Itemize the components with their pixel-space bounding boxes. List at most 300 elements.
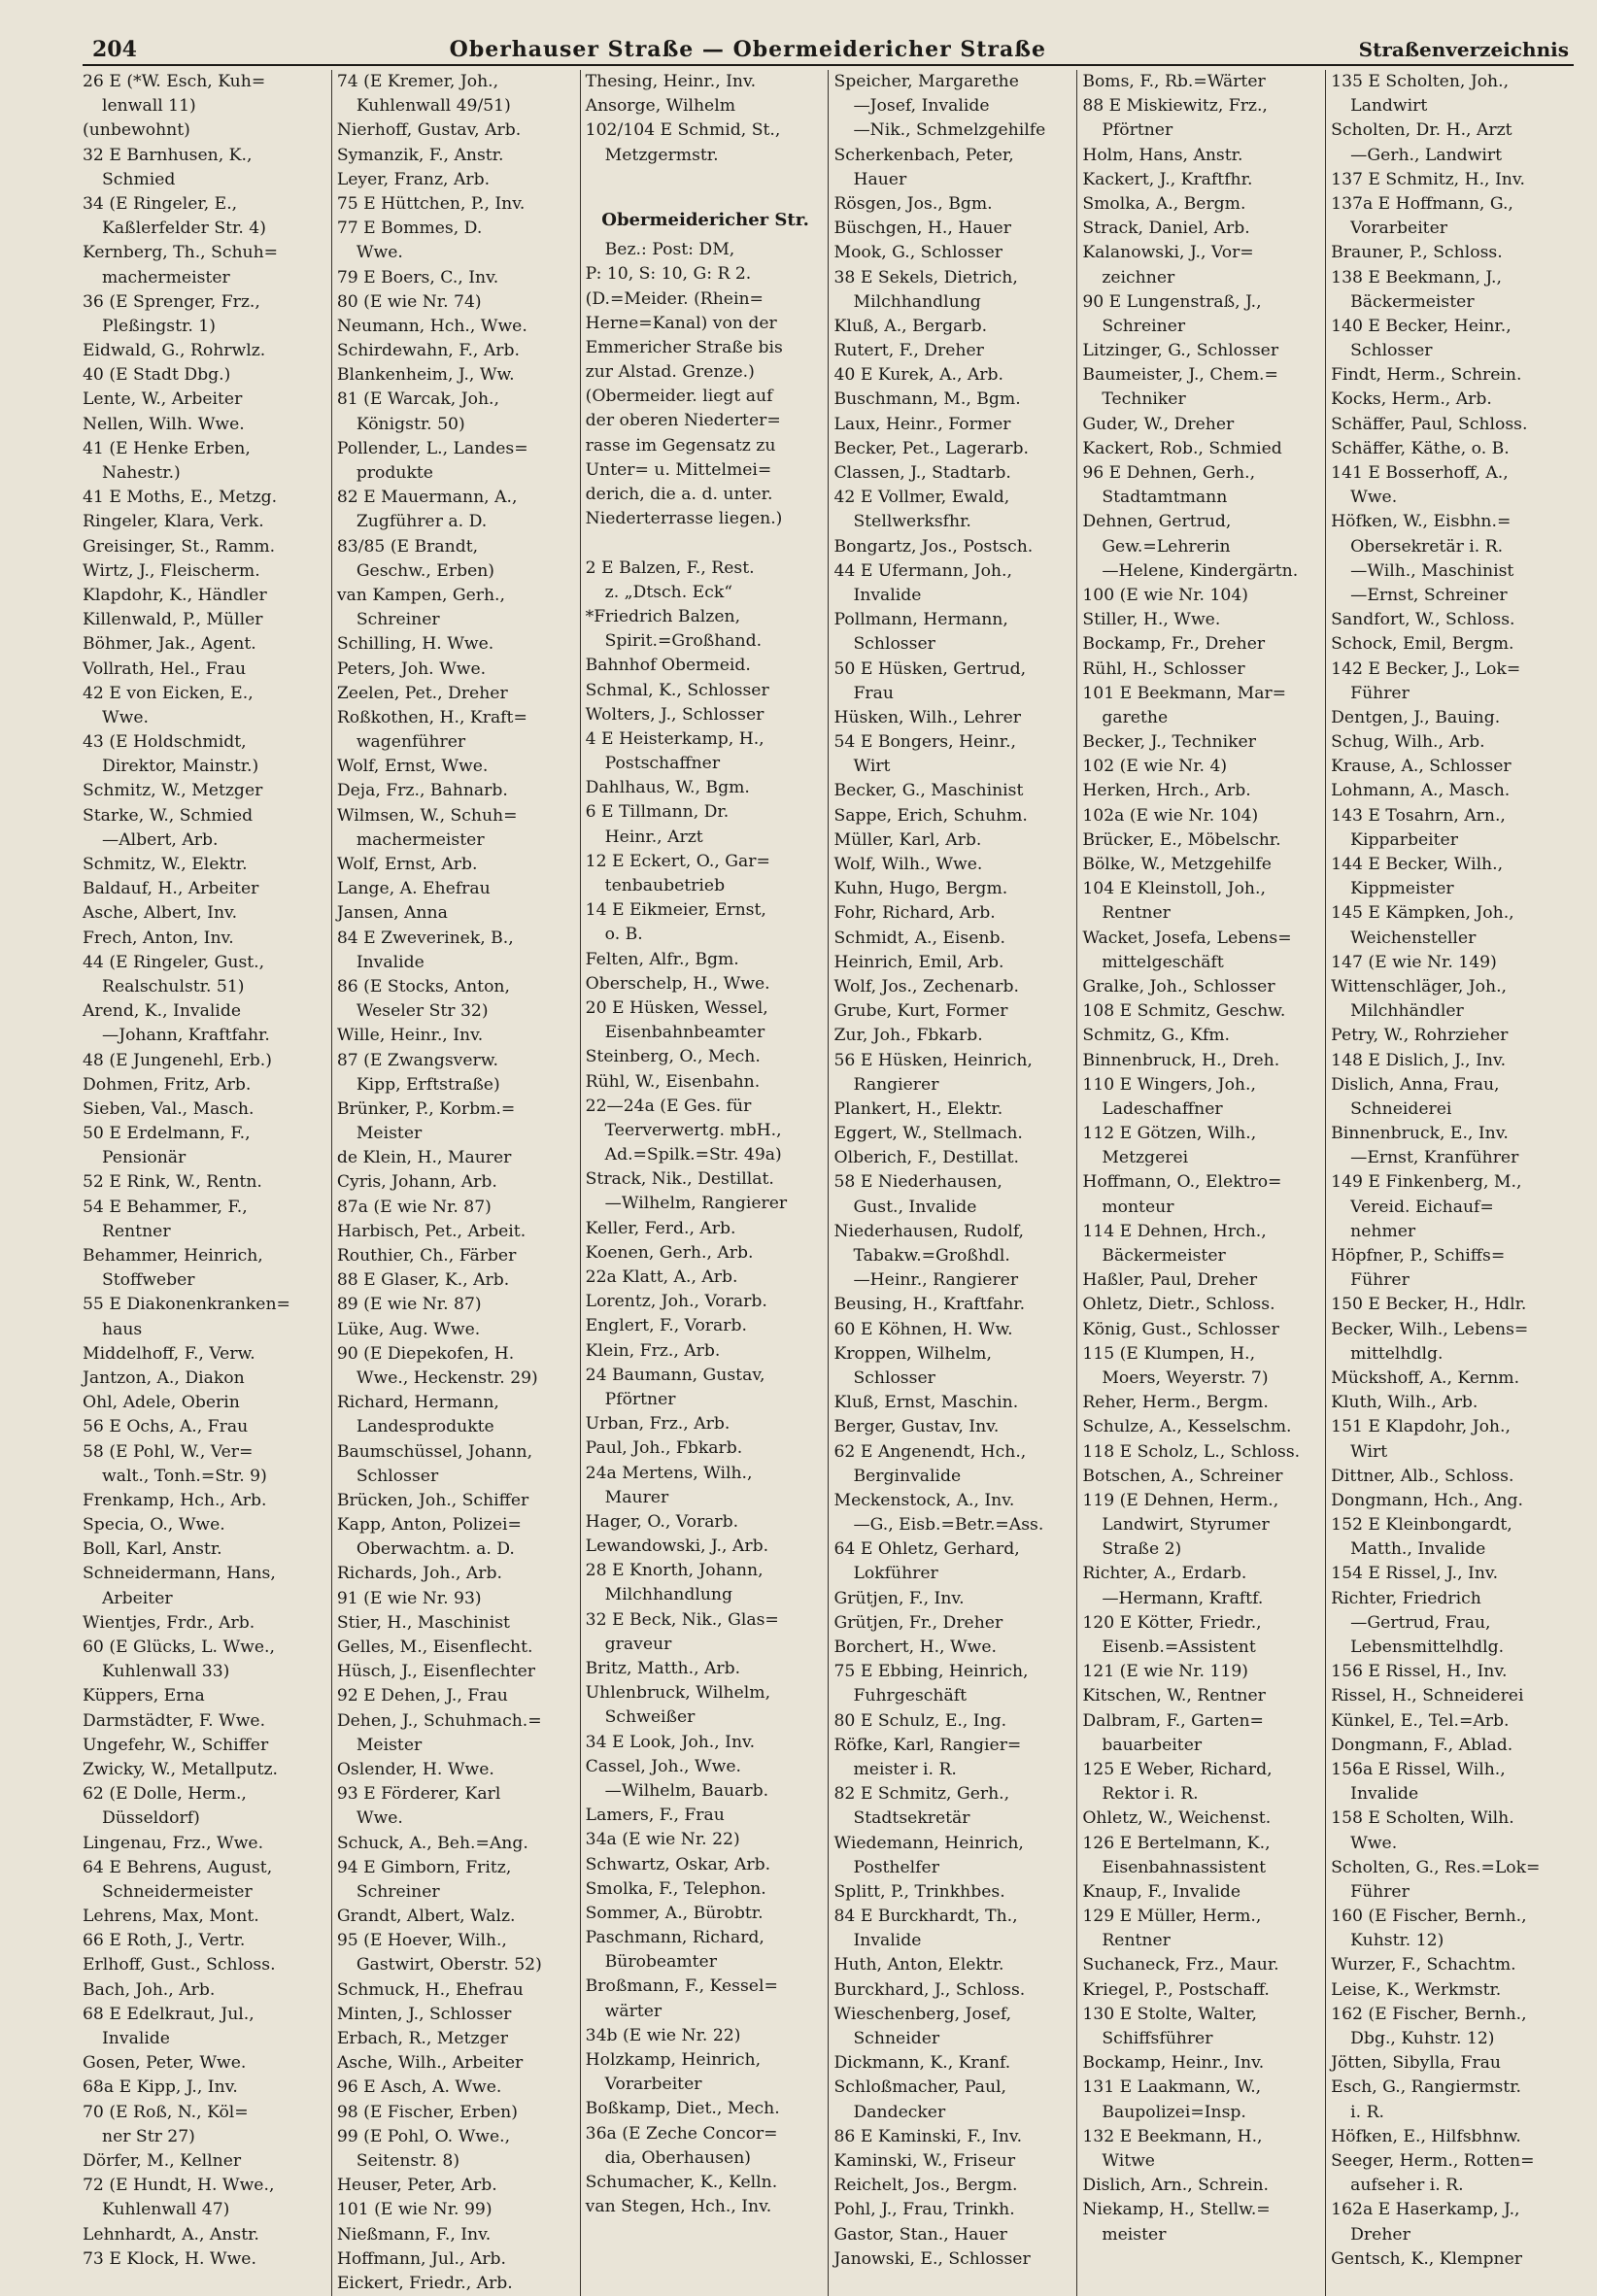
entry-line: 74 (E Kremer, Joh., [336,72,499,91]
entry-continuation: Lebensmittelhdlg. [1350,1638,1505,1657]
entry-continuation: Bäckermeister [1350,291,1475,312]
entry-line: Litzinger, G., Schlosser [1082,341,1279,361]
entry-line: Knaup, F., Invalide [1082,1881,1241,1902]
entry-line: 108 E Schmitz, Geschw. [1082,1001,1286,1022]
entry-continuation: Kipparbeiter [1350,829,1458,850]
entry-line: Wilmsen, W., Schuh= [336,805,518,826]
entry-continuation: Techniker [1102,389,1186,410]
entry-line: Ringeler, Klara, Verk. [83,512,264,532]
entry-line: Seeger, Herm., Rotten= [1331,2150,1535,2171]
entry-line: 6 E Tillmann, Dr. [585,802,730,823]
entry-line: 70 (E Roß, N., Köl= [83,2102,249,2122]
entry-line: 42 E von Eicken, E., [83,683,254,703]
entry-continuation: Eisenbahnbeamter [604,1023,765,1043]
entry-line: Steinberg, O., Mech. [585,1047,761,1067]
entry-line: 62 E Angenendt, Hch., [833,1441,1027,1462]
entry-line: Lehnhardt, A., Anstr. [83,2224,259,2245]
entry-continuation: Schlosser [356,1466,439,1486]
entry-line: Herne=Kanal) von der [585,313,777,333]
entry-line: Schäffer, Käthe, o. B. [1331,438,1510,458]
entry-continuation: Wwe. [356,1808,403,1829]
entry-continuation: Witwe [1102,2150,1155,2171]
entry-line: Suchaneck, Frz., Maur. [1082,1955,1279,1975]
entry-line: 102/104 E Schmid, St., [585,120,781,141]
entry-continuation: Moers, Weyerstr. 7) [1102,1367,1269,1388]
entry-line: Bockamp, Heinr., Inv. [1082,2053,1265,2074]
entry-line: Ungefehr, W., Schiffer [83,1735,269,1755]
entry-line: Zwicky, W., Metallputz. [83,1759,279,1779]
entry-line: 95 (E Hoever, Wilh., [336,1931,507,1951]
entry-line: 119 (E Dehnen, Herm., [1082,1490,1279,1510]
entry-line: Kapp, Anton, Polizei= [336,1515,522,1536]
entry-line: Oslender, H. Wwe. [336,1759,494,1779]
entry-line: Schmidt, A., Eisenb. [833,928,1005,948]
entry-line: 55 E Diakonenkranken= [83,1295,290,1315]
entry-line: Lorentz, Joh., Vorarb. [585,1292,767,1312]
entry-line: 50 E Hüsken, Gertrud, [833,658,1027,679]
entry-line: Dislich, Arn., Schrein. [1082,2176,1270,2196]
entry-line: Wiedemann, Heinrich, [833,1833,1024,1853]
entry-line: 101 (E wie Nr. 99) [336,2200,493,2220]
entry-line: Haßler, Paul, Dreher [1082,1270,1258,1291]
entry-line: 68a E Kipp, J., Inv. [83,2077,238,2098]
entry-line: Brücker, E., Möbelschr. [1082,829,1281,850]
entry-continuation: ner Str 27) [102,2126,195,2146]
entry-continuation: Heinr., Arzt [604,827,703,847]
entry-continuation: i. R. [1350,2102,1384,2122]
entry-line: 118 E Scholz, L., Schloss. [1082,1441,1301,1462]
entry-line: 121 (E wie Nr. 119) [1082,1662,1248,1682]
column-3 [580,70,829,2296]
entry-line: 100 (E wie Nr. 104) [1082,585,1248,605]
entry-line: Kocks, Herm., Arb. [1331,389,1492,410]
entry-line: 138 E Beekmann, J., [1331,267,1502,287]
entry-continuation: Lokführer [853,1564,938,1584]
entry-line: 40 E Kurek, A., Arb. [833,365,1003,386]
entry-line: Strack, Nik., Destillat. [585,1169,774,1190]
column-6 [1325,70,1574,2296]
entry-line: 42 E Vollmer, Ewald, [833,488,1010,508]
entry-line: Krause, A., Schlosser [1331,757,1512,777]
entry-line: 20 E Hüsken, Wessel, [585,997,768,1018]
entry-continuation: Matth., Invalide [1350,1539,1486,1560]
entry-line: Brauner, P., Schloss. [1331,243,1503,263]
entry-line: 22—24a (E Ges. für [585,1096,752,1116]
entry-line: Scherkenbach, Peter, [833,145,1014,165]
entry-line: Lohmann, A., Masch. [1331,781,1511,801]
entry-line: Frenkamp, Hch., Arb. [83,1490,267,1510]
entry-line: Emmericher Straße bis [585,337,783,357]
entry-continuation: Düsseldorf) [102,1808,200,1829]
entry-line: 137 E Schmitz, H., Inv. [1331,169,1525,189]
entry-continuation: Führer [1350,1270,1410,1291]
entry-line: Niederterrasse liegen.) [585,509,783,529]
entry-line: Splitt, P., Trinkhbes. [833,1881,1005,1902]
entry-line: Eickert, Friedr., Arb. [336,2273,513,2293]
entry-line: zur Alstad. Grenze.) [585,362,755,383]
entry-continuation: Hauer [853,169,907,189]
entry-line: Frech, Anton, Inv. [83,928,234,948]
entry-line: Bockamp, Fr., Dreher [1082,634,1266,655]
entry-line: Dittner, Alb., Schloss. [1331,1466,1514,1486]
entry-line: 145 E Kämpken, Joh., [1331,903,1514,924]
entry-continuation: zeichner [1102,267,1175,287]
entry-continuation: Pförtner [1102,120,1173,141]
entry-line: Schloßmacher, Paul, [833,2077,1007,2098]
entry-line: Binnenbruck, E., Inv. [1331,1124,1509,1144]
entry-line: 126 E Bertelmann, K., [1082,1833,1271,1853]
entry-line: Röfke, Karl, Rangier= [833,1735,1022,1755]
entry-line: Wientjes, Frdr., Arb. [83,1612,255,1633]
entry-line: 14 E Eikmeier, Ernst, [585,900,766,921]
entry-line: *Friedrich Balzen, [585,606,741,626]
entry-continuation: Tabakw.=Großhdl. [853,1246,1010,1266]
entry-line: Grube, Kurt, Former [833,1001,1008,1022]
entry-line: 101 E Beekmann, Mar= [1082,683,1287,703]
entry-line: Hüsch, J., Eisenflechter [336,1662,536,1682]
entry-line: Eggert, W., Stellmach. [833,1124,1023,1144]
entry-line: Herken, Hrch., Arb. [1082,781,1251,801]
entry-line: 28 E Knorth, Johann, [585,1561,764,1581]
entry-continuation: —Ernst, Schreiner [1350,585,1508,605]
entry-line: (D.=Meider. (Rhein= [585,288,764,309]
entry-continuation: Dandecker [853,2102,946,2122]
entry-line: Lehrens, Max, Mont. [83,1907,259,1927]
entry-line: Thesing, Heinr., Inv. [585,72,757,91]
entry-continuation: Teerverwertg. mbH., [604,1120,782,1140]
entry-line: Petry, W., Rohrzieher [1331,1026,1509,1046]
entry-line: 79 E Boers, C., Inv. [336,267,499,287]
entry-line: Laux, Heinr., Former [833,414,1011,434]
entry-line: 94 E Gimborn, Fritz, [336,1857,512,1877]
entry-line: Kernberg, Th., Schuh= [83,243,279,263]
entry-line: 80 (E wie Nr. 74) [336,291,482,312]
entry-continuation: —Wilhelm, Bauarb. [604,1780,769,1801]
entry-line: 75 E Ebbing, Heinrich, [833,1662,1029,1682]
entry-line: 156a E Rissel, Wilh., [1331,1759,1506,1779]
entry-line: Klapdohr, K., Händler [83,585,267,605]
entry-line: 102 (E wie Nr. 4) [1082,757,1228,777]
entry-line: Deja, Frz., Bahnarb. [336,781,508,801]
entry-line: Baumeister, J., Chem.= [1082,365,1278,386]
entry-line: 135 E Scholten, Joh., [1331,72,1510,91]
entry-line: Pohl, J., Frau, Trinkh. [833,2200,1015,2220]
entry-line: Niekamp, H., Stellw.= [1082,2200,1271,2220]
entry-continuation: —Wilhelm, Rangierer [604,1194,788,1214]
entry-line: 4 E Heisterkamp, H., [585,728,765,749]
entry-line: Wille, Heinr., Inv. [336,1026,484,1046]
entry-continuation: Kipp, Erftstraße) [356,1074,500,1095]
entry-continuation: machermeister [356,829,485,850]
entry-line: Kluth, Wilh., Arb. [1331,1393,1478,1413]
entry-line: Behammer, Heinrich, [83,1246,263,1266]
entry-line: Wolf, Ernst, Wwe. [336,757,489,777]
entry-line: Stiller, H., Wwe. [1082,610,1221,630]
entry-line: Scholten, Dr. H., Arzt [1331,120,1512,141]
entry-line: Boms, F., Rb.=Wärter [1082,72,1266,91]
entry-line: Paul, Joh., Fbkarb. [585,1438,743,1459]
entry-line: Schmitz, W., Metzger [83,781,263,801]
entry-line: Holzkamp, Heinrich, [585,2050,762,2070]
entry-line: 114 E Dehnen, Hrch., [1082,1221,1267,1241]
entry-continuation: Stadtsekretär [853,1808,970,1829]
entry-line: Middelhoff, F., Verw. [83,1343,255,1364]
entry-continuation: Vorarbeiter [604,2075,702,2095]
entry-continuation: Kuhstr. 12) [1350,1931,1444,1951]
entry-line: Speicher, Margarethe [833,72,1019,91]
entry-continuation: —Johann, Kraftfahr. [102,1026,270,1046]
entry-line: Sappe, Erich, Schuhm. [833,805,1028,826]
entry-line: Strack, Daniel, Arb. [1082,219,1250,239]
blank-line [586,168,826,192]
entry-continuation: Nahestr.) [102,463,181,483]
entry-continuation: —Hermann, Kraftf. [1102,1588,1264,1608]
entry-continuation: Obersekretär i. R. [1350,536,1504,557]
entry-line: Schuck, A., Beh.=Ang. [336,1833,528,1853]
entry-line: Pollender, L., Landes= [336,438,528,458]
entry-line: 44 E Ufermann, Joh., [833,560,1012,581]
entry-line: Rühl, H., Schlosser [1082,658,1245,679]
entry-continuation: Rentner [102,1221,171,1241]
entry-line: Lange, A. Ehefrau [336,879,491,899]
entry-line: König, Gust., Schlosser [1082,1319,1279,1339]
entry-continuation: monteur [1102,1197,1174,1217]
entry-line: Unter= u. Mittelmei= [585,459,772,480]
entry-line: Paschmann, Richard, [585,1928,765,1948]
entry-continuation: Landesprodukte [356,1417,494,1437]
entry-line: 99 (E Pohl, O. Wwe., [336,2126,511,2146]
entry-line: 68 E Edelkraut, Jul., [83,2004,255,2024]
entry-line: 132 E Beekmann, H., [1082,2126,1263,2146]
entry-line: Ohletz, W., Weichenst. [1082,1808,1272,1829]
entry-line: 56 E Ochs, A., Frau [83,1417,249,1437]
entry-continuation: Bez.: Post: DM, [604,240,735,260]
entry-line: Kackert, Rob., Schmied [1082,438,1282,458]
entry-line: Killenwald, P., Müller [83,610,263,630]
entry-continuation: Pensionär [102,1148,187,1168]
entry-line: Schmuck, H., Ehefrau [336,1979,524,2000]
entry-continuation: —Gertrud, Frau, [1350,1612,1491,1633]
entry-continuation: Stellwerksfhr. [853,512,971,532]
entry-line: 40 (E Stadt Dbg.) [83,365,231,386]
entry-continuation: Schweißer [604,1707,696,1728]
entry-line: Vollrath, Hel., Frau [83,658,247,679]
entry-line: Rühl, W., Eisenbahn. [585,1071,761,1092]
entry-continuation: Landwirt, Styrumer [1102,1515,1270,1536]
entry-continuation: dia, Oberhausen) [604,2147,751,2168]
entry-line: Schmitz, W., Elektr. [83,855,248,874]
entry-continuation: Eisenb.=Assistent [1102,1638,1256,1657]
entry-line: Wolf, Wilh., Wwe. [833,855,983,874]
entry-continuation: Posthelfer [853,1857,939,1877]
entry-continuation: Invalide [356,952,425,972]
entry-continuation: Schneider [853,2029,940,2048]
entry-line: 92 E Dehen, J., Frau [336,1686,508,1706]
entry-continuation: bauarbeiter [1102,1735,1203,1755]
entry-continuation: Wwe. [1350,1833,1398,1853]
entry-line: Richter, A., Erdarb. [1082,1564,1247,1584]
entry-continuation: Milchhändler [1350,1001,1464,1022]
entry-continuation: Wwe. [356,243,403,263]
entry-line: Wacket, Josefa, Lebens= [1082,928,1292,948]
entry-line: 41 (E Henke Erben, [83,438,251,458]
entry-line: P: 10, S: 10, G: R 2. [585,264,752,285]
entry-continuation: Kuhlenwall 33) [102,1662,230,1682]
street-heading: Obermeidericher Str. [601,209,809,230]
entry-line: Neumann, Hch., Wwe. [336,316,527,336]
entry-line: 36 (E Sprenger, Frz., [83,291,260,312]
entry-continuation: Gew.=Lehrerin [1102,536,1231,557]
entry-line: 60 E Köhnen, H. Ww. [833,1319,1013,1339]
entry-continuation: Kippmeister [1350,879,1454,899]
entry-continuation: Milchhandlung [853,291,981,312]
entry-continuation: Dbg., Kuhstr. 12) [1350,2029,1495,2048]
section-title: Straßenverzeichnis [1358,38,1569,61]
entry-line: 34a (E wie Nr. 22) [585,1830,740,1850]
entry-line: 82 E Mauermann, A., [336,488,518,508]
entry-continuation: mittelgeschäft [1102,952,1224,972]
entry-line: Dislich, Anna, Frau, [1331,1074,1500,1095]
entry-continuation: Wirt [1350,1441,1388,1462]
entry-line: Borchert, H., Wwe. [833,1638,997,1657]
entry-line: Mook, G., Schlosser [833,243,1002,263]
entry-line: Wolters, J., Schlosser [585,704,765,725]
entry-line: Wieschenberg, Josef, [833,2004,1012,2024]
entry-line: 56 E Hüsken, Heinrich, [833,1050,1033,1070]
entry-line: Heinrich, Emil, Arb. [833,952,1004,972]
entry-line: 86 E Kaminski, F., Inv. [833,2126,1023,2146]
entry-line: Peters, Joh. Wwe. [336,658,487,679]
entry-line: 140 E Becker, Heinr., [1331,316,1512,336]
entry-line: Jötten, Sibylla, Frau [1331,2053,1501,2074]
entry-line: Schneidermann, Hans, [83,1564,276,1584]
entry-continuation: Schneidermeister [102,1881,253,1902]
entry-line: Meckenstock, A., Inv. [833,1490,1015,1510]
entry-line: Becker, J., Techniker [1082,732,1256,753]
entry-line: Schilling, H. Wwe. [336,634,494,655]
entry-line: Minten, J., Schlosser [336,2004,512,2024]
entry-continuation: Schreiner [1102,316,1186,336]
entry-line: Jantzon, A., Diakon [83,1367,245,1388]
entry-line: Nierhoff, Gustav, Arb. [336,120,522,141]
entry-line: Hüsken, Wilh., Lehrer [833,707,1022,727]
entry-line: Burckhard, J., Schloss. [833,1979,1026,2000]
entry-continuation: —Albert, Arb. [102,829,219,850]
entry-line: Gosen, Peter, Wwe. [83,2053,247,2074]
entry-line: Richard, Hermann, [336,1393,499,1413]
entry-line: Küppers, Erna [83,1686,205,1706]
entry-line: Scholten, G., Res.=Lok= [1331,1857,1541,1877]
entry-line: Zeelen, Pet., Dreher [336,683,508,703]
entry-line: Harbisch, Pet., Arbeit. [336,1221,527,1241]
entry-line: Lüke, Aug. Wwe. [336,1319,481,1339]
entry-line: Smolka, A., Bergm. [1082,193,1246,214]
entry-continuation: Kaßlerfelder Str. 4) [102,219,266,239]
entry-line: 52 E Rink, W., Rentn. [83,1172,262,1193]
entry-line: 88 E Miskiewitz, Frz., [1082,96,1268,117]
entry-line: Leise, K., Werkmstr. [1331,1979,1502,2000]
entry-line: Rutert, F., Dreher [833,341,984,361]
entry-continuation: z. „Dtsch. Eck“ [604,582,733,602]
entry-line: Cassel, Joh., Wwe. [585,1756,742,1776]
entry-line: 2 E Balzen, F., Rest. [585,557,755,578]
entry-line: 80 E Schulz, E., Ing. [833,1710,1007,1731]
entry-line: Müller, Karl, Arb. [833,829,982,850]
entry-line: Dohmen, Fritz, Arb. [83,1074,252,1095]
entry-line: Ansorge, Wilhelm [585,96,736,117]
entry-line: Asche, Wilh., Arbeiter [336,2053,524,2074]
entry-line: 44 (E Ringeler, Gust., [83,952,265,972]
entry-line: 151 E Klapdohr, Joh., [1331,1417,1511,1437]
entry-continuation: o. B. [604,925,643,945]
entry-line: de Klein, H., Maurer [336,1148,512,1168]
entry-line: Ohletz, Dietr., Schloss. [1082,1295,1275,1315]
entry-line: Dongmann, F., Ablad. [1331,1735,1513,1755]
entry-line: Symanzik, F., Anstr. [336,145,504,165]
entry-continuation: —Heinr., Rangierer [853,1270,1019,1291]
entry-continuation: —Wilh., Maschinist [1350,560,1514,581]
entry-line: 54 E Bongers, Heinr., [833,732,1016,753]
entry-line: Guder, W., Dreher [1082,414,1235,434]
entry-line: Baumschüssel, Johann, [336,1441,533,1462]
entry-line: Becker, Pet., Lagerarb. [833,438,1029,458]
entry-line: Lente, W., Arbeiter [83,389,243,410]
entry-continuation: machermeister [102,267,230,287]
entry-line: Britz, Matth., Arb. [585,1659,741,1678]
entry-continuation: Wirt [853,757,891,777]
entry-continuation: Schreiner [356,1881,440,1902]
entry-line: 147 (E wie Nr. 149) [1331,952,1497,972]
entry-continuation: Gastwirt, Oberstr. 52) [356,1955,542,1975]
entry-continuation: Kuhlenwall 49/51) [356,96,511,117]
entry-continuation: Metzgermstr. [604,145,719,165]
entry-line: Pollmann, Hermann, [833,610,1008,630]
entry-line: Koenen, Gerh., Arb. [585,1242,754,1263]
entry-line: Rissel, H., Schneiderei [1331,1686,1524,1706]
entry-line: Holm, Hans, Anstr. [1082,145,1243,165]
entry-continuation: Weseler Str 32) [356,1001,489,1022]
entry-line: Grütjen, Fr., Dreher [833,1612,1003,1633]
entry-continuation: —G., Eisb.=Betr.=Ass. [853,1515,1044,1536]
entry-line: Smolka, F., Telephon. [585,1878,766,1899]
entry-line: Künkel, E., Tel.=Arb. [1331,1710,1510,1731]
entry-line: 149 E Finkenberg, M., [1331,1172,1522,1193]
entry-line: Dehen, J., Schuhmach.= [336,1710,542,1731]
entry-continuation: Maurer [604,1487,669,1507]
entry-line: Englert, F., Vorarb. [585,1316,747,1336]
entry-line: Schwartz, Oskar, Arb. [585,1854,771,1874]
entry-continuation: Wwe. [102,707,150,727]
entry-line: 125 E Weber, Richard, [1082,1759,1273,1779]
entry-line: (Obermeider. liegt auf [585,387,773,407]
entry-line: Dalbram, F., Garten= [1082,1710,1264,1731]
entry-line: Plankert, H., Elektr. [833,1098,1003,1119]
entry-line: Nießmann, F., Inv. [336,2224,492,2245]
entry-line: Ohl, Adele, Oberin [83,1393,240,1413]
entry-line: 143 E Tosahrn, Arn., [1331,805,1506,826]
entry-line: Rösgen, Jos., Bgm. [833,193,993,214]
entry-line: (unbewohnt) [83,120,190,141]
entry-line: Dörfer, M., Kellner [83,2150,242,2171]
entry-line: Fohr, Richard, Arb. [833,903,996,924]
entry-line: 120 E Kötter, Friedr., [1082,1612,1262,1633]
entry-line: Brünker, P., Korbm.= [336,1098,516,1119]
entry-line: 93 E Förderer, Karl [336,1784,501,1805]
entry-line: 41 E Moths, E., Metzg. [83,488,278,508]
entry-continuation: lenwall 11) [102,96,196,117]
entry-line: Eidwald, G., Rohrwlz. [83,341,266,361]
entry-line: Wolf, Ernst, Arb. [336,855,478,874]
